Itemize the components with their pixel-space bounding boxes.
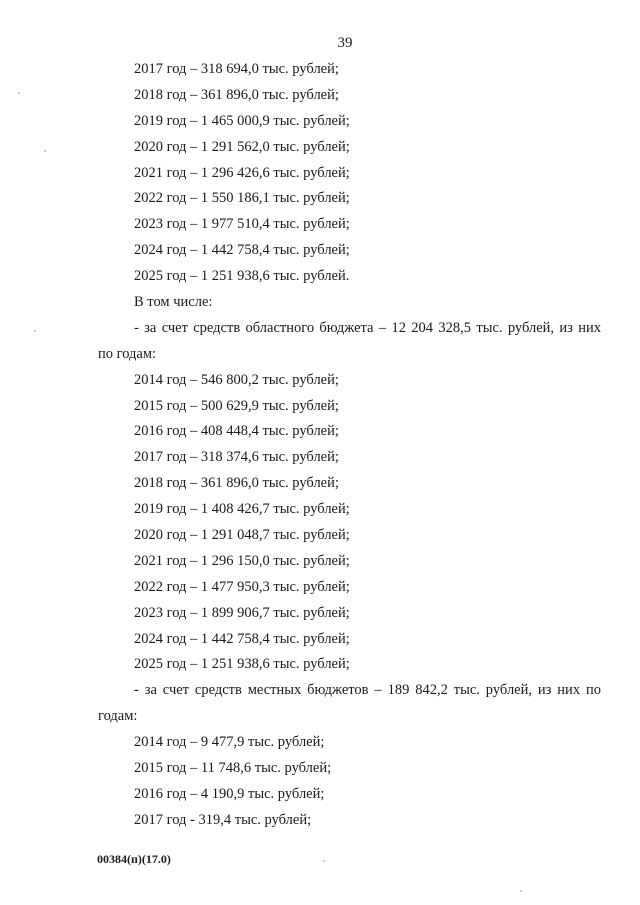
text-line: 2019 год – 1 408 426,7 тыс. рублей;	[134, 501, 350, 518]
text-line: 2021 год – 1 296 426,6 тыс. рублей;	[134, 164, 350, 181]
text-line: 2018 год – 361 896,0 тыс. рублей;	[134, 86, 339, 103]
text-line: 2025 год – 1 251 938,6 тыс. рублей;	[134, 656, 350, 673]
budget-text-body	[0, 60, 640, 837]
scan-speck	[323, 860, 325, 862]
text-line: 2023 год – 1 977 510,4 тыс. рублей;	[134, 216, 350, 233]
text-line: 2015 год – 500 629,9 тыс. рублей;	[134, 397, 339, 414]
text-line: 2020 год – 1 291 048,7 тыс. рублей;	[134, 527, 350, 544]
scan-speck	[520, 890, 522, 892]
text-line: 2020 год – 1 291 562,0 тыс. рублей;	[134, 138, 350, 155]
text-line: по годам:	[98, 345, 157, 362]
text-line: годам:	[98, 708, 138, 725]
text-line: - за счет средств местных бюджетов – 189 842,2 тыс. рублей, из них по	[134, 682, 601, 699]
text-line: 2014 год – 546 800,2 тыс. рублей;	[134, 371, 339, 388]
text-line: 2017 год – 318 374,6 тыс. рублей;	[134, 449, 339, 466]
text-line: 2023 год – 1 899 906,7 тыс. рублей;	[134, 604, 350, 621]
document-code: 00384(п)(17.0)	[97, 852, 171, 866]
text-line: 2014 год – 9 477,9 тыс. рублей;	[134, 734, 325, 751]
scan-speck	[34, 330, 36, 332]
text-line: 2022 год – 1 477 950,3 тыс. рублей;	[134, 578, 350, 595]
text-line: 2017 год – 318 694,0 тыс. рублей;	[134, 61, 339, 77]
text-line: 2018 год – 361 896,0 тыс. рублей;	[134, 475, 339, 492]
text-line: 2016 год – 408 448,4 тыс. рублей;	[134, 423, 339, 440]
text-line: 2025 год – 1 251 938,6 тыс. рублей.	[134, 268, 350, 285]
text-line: 2024 год – 1 442 758,4 тыс. рублей;	[134, 242, 350, 259]
text-line: 2021 год – 1 296 150,0 тыс. рублей;	[134, 552, 350, 569]
text-line: В том числе:	[134, 294, 213, 311]
text-line: 2017 год - 319,4 тыс. рублей;	[134, 811, 312, 828]
scan-speck	[18, 92, 20, 94]
text-line: 2016 год – 4 190,9 тыс. рублей;	[134, 785, 325, 802]
text-line: 2022 год – 1 550 186,1 тыс. рублей;	[134, 190, 350, 207]
text-line: 2015 год – 11 748,6 тыс. рублей;	[134, 760, 332, 777]
page-number: 39	[337, 35, 353, 51]
text-line: - за счет средств областного бюджета – 12 204 328,5 тыс. рублей, из них	[134, 319, 601, 336]
scan-speck	[44, 150, 46, 152]
text-line: 2024 год – 1 442 758,4 тыс. рублей;	[134, 630, 350, 647]
text-line: 2019 год – 1 465 000,9 тыс. рублей;	[134, 112, 350, 129]
